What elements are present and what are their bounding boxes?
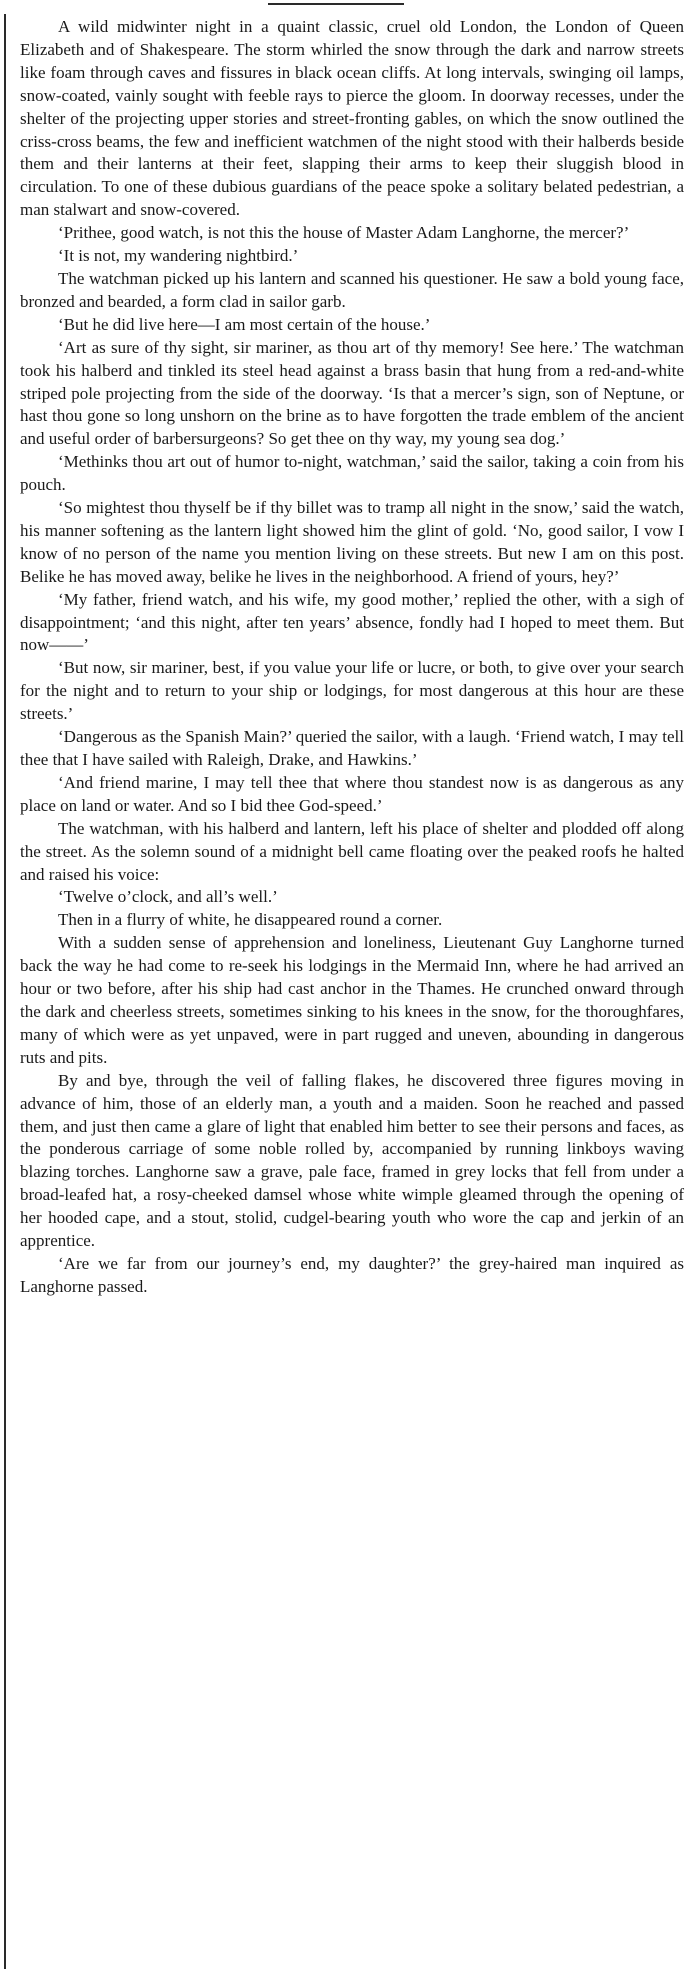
paragraph: A wild midwinter night in a quaint classic, cruel old London, the London of Queen Elizabeth and of Shakespeare. The storm whirled the snow through the dark and narrow streets like foam through caves and fissures in black ocean cliffs. At long intervals, swinging oil lamps, snow-coated, vainly sought with feeble rays to pierce the gloom. In doorway recesses, under the shelter of the projecting upper stories and street-fronting gables, on which the snow outlined the criss-cross beams, the few and inefficient watchmen of the night stood with their halberds beside them and their lanterns at their feet, slapping their arms to keep their sluggish blood in circulation. To one of these dubious guardians of the peace spoke a solitary belated pedestrian, a man stalwart and snow-covered. <box>20 17 684 220</box>
paragraph: ‘Dangerous as the Spanish Main?’ queried the sailor, with a laugh. ‘Friend watch, I may tell thee that I have sailed with Raleigh, Drake, and Hawkins.’ <box>20 727 684 769</box>
column-left-rule <box>4 14 6 1969</box>
paragraph: ‘Art as sure of thy sight, sir mariner, as thou art of thy memory! See here.’ The watchman took his halberd and tinkled its steel head against a brass basin that hung from a red-and-white striped pole projecting from the side of the doorway. ‘Is that a mercer’s sign, son of Neptune, or hast thou gone so long unshorn on the brine as to have forgotten the trade emblem of the ancient and useful order of barbersurgeons? So get thee on thy way, my young sea dog.’ <box>20 337 684 449</box>
story-column <box>20 16 684 1299</box>
column-top-rule <box>268 3 404 5</box>
paragraph: ‘Are we far from our journey’s end, my daughter?’ the grey-haired man inquired as Langhorne passed. <box>20 1253 684 1296</box>
paragraph: ‘Twelve o’clock, and all’s well.’ <box>58 887 278 907</box>
paragraph: The watchman picked up his lantern and scanned his questioner. He saw a bold young face, bronzed and bearded, a form clad in sailor garb. <box>20 268 684 311</box>
paragraph: ‘So mightest thou thyself be if thy billet was to tramp all night in the snow,’ said the watch, his manner softening as the lantern light showed him the glint of gold. ‘No, good sailor, I vow I know of no person of the name you mention living on these streets. But new I am on this post. Belike he has moved away, belike he lives in the neighborhood. A friend of yours, hey?’ <box>20 498 684 586</box>
paragraph: ‘Methinks thou art out of humor to-night, watchman,’ said the sailor, taking a coin from his pouch. <box>20 452 684 495</box>
paragraph: Then in a flurry of white, he disappeared round a corner. <box>58 910 443 930</box>
paragraph: ‘Prithee, good watch, is not this the house of Master Adam Langhorne, the mercer?’ <box>58 223 630 243</box>
paragraph: ‘My father, friend watch, and his wife, my good mother,’ replied the other, with a sigh of disappointment; ‘and this night, after ten years’ absence, fondly had I hoped to meet them. But now——’ <box>20 589 684 655</box>
paragraph: With a sudden sense of apprehension and loneliness, Lieutenant Guy Langhorne turned back the way he had come to re-seek his lodgings in the Mermaid Inn, where he had arrived an hour or two before, after his ship had cast anchor in the Thames. He crunched onward through the dark and cheerless streets, sometimes sinking to his knees in the snow, for the thoroughfares, many of which were as yet unpaved, were in part rugged and uneven, abounding in dangerous ruts and pits. <box>20 933 684 1067</box>
paragraph: ‘But he did live here—I am most certain of the house.’ <box>58 314 431 334</box>
paragraph: The watchman, with his halberd and lantern, left his place of shelter and plodded off along the street. As the solemn sound of a midnight bell came floating over the peaked roofs he halted and raised his voice: <box>20 818 684 884</box>
paragraph: ‘But now, sir mariner, best, if you value your life or lucre, or both, to give over your search for the night and to return to your ship or lodgings, for most dangerous at this hour are these streets.’ <box>20 658 684 724</box>
paragraph: ‘And friend marine, I may tell thee that where thou standest now is as dangerous as any place on land or water. And so I bid thee God-speed.’ <box>20 772 684 815</box>
paragraph: ‘It is not, my wandering nightbird.’ <box>58 246 299 266</box>
paragraph: By and bye, through the veil of falling flakes, he discovered three figures moving in advance of him, those of an elderly man, a youth and a maiden. Soon he reached and passed them, and just then came a glare of light that enabled him better to see their persons and faces, as the ponderous carriage of some noble rolled by, accompanied by running linkboys waving blazing torches. Langhorne saw a grave, pale face, framed in grey locks that fell from under a broad-leafed hat, a rosy-cheeked damsel whose white wimple gleamed through the opening of her hooded cape, and a stout, stolid, cudgel-bearing youth who wore the cap and jerkin of an apprentice. <box>20 1070 684 1251</box>
